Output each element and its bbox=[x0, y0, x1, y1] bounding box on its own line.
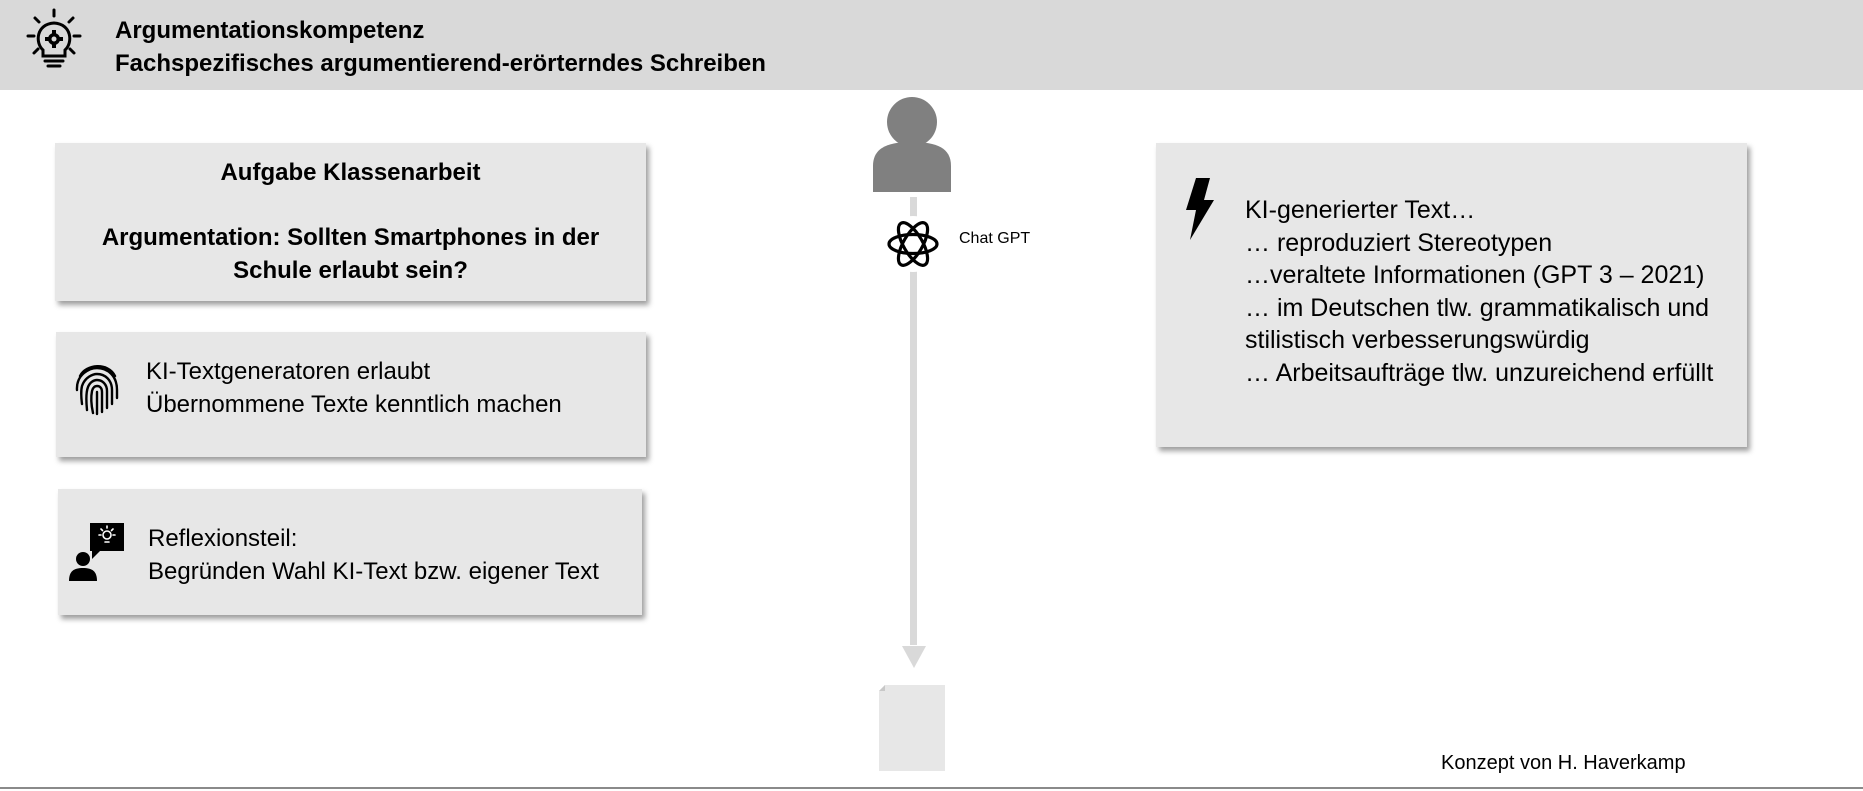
rules-line-2: Übernommene Texte kenntlich machen bbox=[146, 391, 562, 418]
reflection-line-2: Begründen Wahl KI-Text bzw. eigener Text bbox=[148, 558, 599, 585]
ki-line-2: … reproduziert Stereotypen bbox=[1245, 228, 1553, 257]
ki-line-3: …veraltete Informationen (GPT 3 – 2021) bbox=[1245, 261, 1705, 289]
reflection-text bbox=[148, 522, 599, 588]
bottom-divider bbox=[0, 787, 1863, 789]
rules-box bbox=[56, 332, 646, 457]
header-bar bbox=[0, 0, 1863, 90]
credit-text: Konzept von H. Haverkamp bbox=[1441, 752, 1686, 774]
task-box bbox=[55, 143, 646, 301]
ki-text-box bbox=[1156, 143, 1747, 447]
lightbulb-gear-icon bbox=[26, 8, 82, 70]
user-icon bbox=[873, 96, 951, 192]
page-title bbox=[115, 14, 766, 80]
ki-line-6: … Arbeitsaufträge tlw. unzureichend erfüllt bbox=[1245, 358, 1714, 387]
rules-text bbox=[146, 355, 562, 421]
ki-text bbox=[1245, 194, 1713, 389]
document-icon bbox=[879, 685, 945, 771]
person-idea-icon bbox=[68, 523, 124, 583]
ki-line-1: KI-generierter Text… bbox=[1245, 196, 1476, 224]
chatgpt-logo-icon bbox=[884, 215, 942, 273]
ki-line-5: stilistisch verbesserungswürdig bbox=[1245, 326, 1590, 354]
rules-line-1: KI-Textgeneratoren erlaubt bbox=[146, 358, 431, 385]
chat-gpt-label: Chat GPT bbox=[959, 230, 1031, 247]
ki-line-4: … im Deutschen tlw. grammatikalisch und bbox=[1245, 293, 1710, 322]
arrow-down-icon bbox=[902, 646, 926, 668]
reflection-line-1: Reflexionsteil: bbox=[148, 525, 298, 552]
task-question: Argumentation: Sollten Smartphones in der Schule erlaubt sein? bbox=[101, 224, 600, 284]
reflection-box bbox=[58, 489, 642, 615]
fingerprint-icon bbox=[74, 360, 120, 416]
task-heading: Aufgabe Klassenarbeit bbox=[220, 159, 481, 186]
title-line-1: Argumentationskompetenz bbox=[115, 17, 425, 44]
lightning-icon bbox=[1184, 178, 1214, 240]
title-line-2: Fachspezifisches argumentierend-erörterndes Schreiben bbox=[115, 50, 766, 77]
